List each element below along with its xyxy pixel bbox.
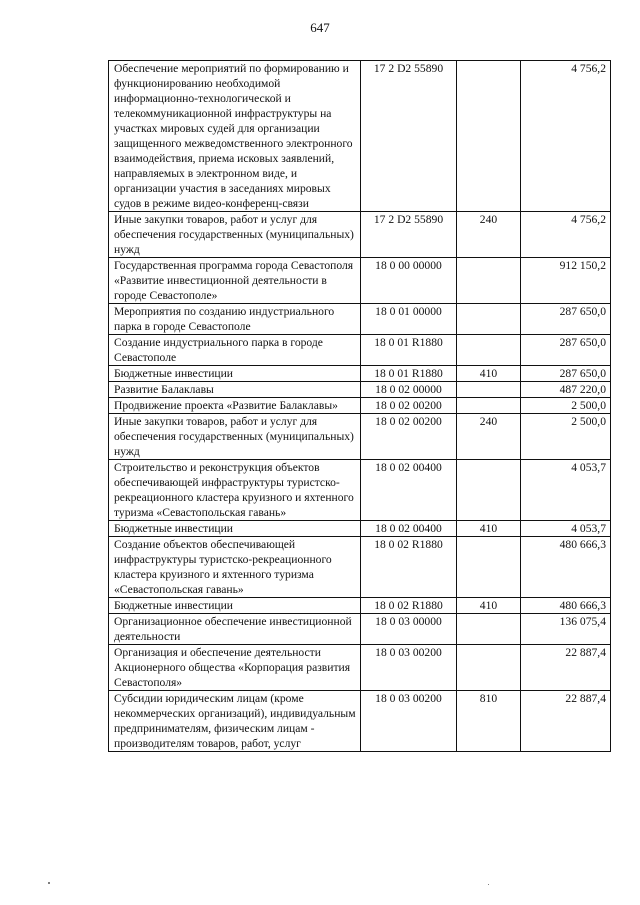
row-amount: 22 887,4 — [521, 645, 611, 691]
row-name: Иные закупки товаров, работ и услуг для обеспечения государственных (муниципальных) нужд — [109, 414, 361, 460]
row-target-code: 18 0 03 00200 — [361, 691, 457, 752]
row-name: Бюджетные инвестиции — [109, 598, 361, 614]
row-name: Продвижение проекта «Развитие Балаклавы» — [109, 398, 361, 414]
row-name: Развитие Балаклавы — [109, 382, 361, 398]
row-target-code: 18 0 02 00200 — [361, 414, 457, 460]
row-name: Создание индустриального парка в городе Севастополе — [109, 335, 361, 366]
table-row — [109, 537, 611, 598]
row-target-code: 18 0 02 00400 — [361, 460, 457, 521]
row-expense-type: 240 — [457, 414, 521, 460]
row-target-code: 18 0 02 R1880 — [361, 537, 457, 598]
row-name: Создание объектов обеспечивающей инфраструктуры туристско-рекреационного кластера круизного и яхтенного туризма «Севастопольская гавань» — [109, 537, 361, 598]
row-name: Организация и обеспечение деятельности Акционерного общества «Корпорация развития Севастополя» — [109, 645, 361, 691]
row-target-code: 18 0 01 R1880 — [361, 366, 457, 382]
scan-speck — [48, 882, 50, 884]
row-expense-type: 410 — [457, 521, 521, 537]
row-expense-type: 810 — [457, 691, 521, 752]
row-amount: 912 150,2 — [521, 258, 611, 304]
table-row — [109, 335, 611, 366]
row-expense-type — [457, 61, 521, 212]
table-row — [109, 398, 611, 414]
row-expense-type — [457, 614, 521, 645]
row-name: Строительство и реконструкция объектов обеспечивающей инфраструктуры туристско-рекреационного кластера круизного и яхтенного туризма «Севастопольская гавань» — [109, 460, 361, 521]
table-row — [109, 382, 611, 398]
scan-speck — [488, 884, 489, 885]
row-name: Бюджетные инвестиции — [109, 366, 361, 382]
row-expense-type — [457, 304, 521, 335]
row-expense-type: 240 — [457, 212, 521, 258]
row-amount: 287 650,0 — [521, 335, 611, 366]
row-amount: 287 650,0 — [521, 304, 611, 335]
row-name: Организационное обеспечение инвестиционной деятельности — [109, 614, 361, 645]
table-row — [109, 614, 611, 645]
row-amount: 4 053,7 — [521, 521, 611, 537]
row-amount: 22 887,4 — [521, 691, 611, 752]
table-row — [109, 460, 611, 521]
row-expense-type — [457, 645, 521, 691]
row-amount: 4 053,7 — [521, 460, 611, 521]
row-target-code: 18 0 03 00200 — [361, 645, 457, 691]
row-expense-type — [457, 382, 521, 398]
row-amount: 4 756,2 — [521, 212, 611, 258]
row-name: Обеспечение мероприятий по формированию и функционированию необходимой информационно-технологической и телекоммуникационной инфраструктуры на участках мировых судей для организации защищенного межведомственного электронного взаимодействия, приема исковых заявлений, направляемых в электронном виде, и организации участия в заседаниях мировых судов в режиме видео-конференц-связи — [109, 61, 361, 212]
table-row — [109, 212, 611, 258]
row-name: Иные закупки товаров, работ и услуг для обеспечения государственных (муниципальных) нужд — [109, 212, 361, 258]
row-amount: 2 500,0 — [521, 398, 611, 414]
row-expense-type — [457, 537, 521, 598]
row-target-code: 17 2 D2 55890 — [361, 212, 457, 258]
row-target-code: 18 0 02 00200 — [361, 398, 457, 414]
table-row — [109, 414, 611, 460]
row-name: Субсидии юридическим лицам (кроме некоммерческих организаций), индивидуальным предпринимателям, физическим лицам - производителям товаров, работ, услуг — [109, 691, 361, 752]
table-row — [109, 691, 611, 752]
row-target-code: 18 0 01 R1880 — [361, 335, 457, 366]
row-target-code: 18 0 03 00000 — [361, 614, 457, 645]
table-row — [109, 366, 611, 382]
row-target-code: 18 0 01 00000 — [361, 304, 457, 335]
row-target-code: 18 0 02 R1880 — [361, 598, 457, 614]
budget-table — [108, 60, 611, 752]
row-target-code: 18 0 02 00400 — [361, 521, 457, 537]
row-expense-type: 410 — [457, 598, 521, 614]
table-row — [109, 521, 611, 537]
table-row — [109, 61, 611, 212]
row-target-code: 18 0 02 00000 — [361, 382, 457, 398]
row-amount: 480 666,3 — [521, 537, 611, 598]
row-target-code: 17 2 D2 55890 — [361, 61, 457, 212]
row-name: Государственная программа города Севастополя «Развитие инвестиционной деятельности в городе Севастополе» — [109, 258, 361, 304]
row-expense-type: 410 — [457, 366, 521, 382]
row-amount: 4 756,2 — [521, 61, 611, 212]
table-row — [109, 304, 611, 335]
row-name: Бюджетные инвестиции — [109, 521, 361, 537]
table-row — [109, 645, 611, 691]
row-target-code: 18 0 00 00000 — [361, 258, 457, 304]
row-amount: 487 220,0 — [521, 382, 611, 398]
row-amount: 2 500,0 — [521, 414, 611, 460]
table-row — [109, 258, 611, 304]
row-amount: 287 650,0 — [521, 366, 611, 382]
table-body — [109, 61, 611, 752]
row-expense-type — [457, 460, 521, 521]
table-row — [109, 598, 611, 614]
row-expense-type — [457, 258, 521, 304]
page-number: 647 — [310, 20, 330, 35]
row-amount: 136 075,4 — [521, 614, 611, 645]
row-name: Мероприятия по созданию индустриального парка в городе Севастополе — [109, 304, 361, 335]
row-expense-type — [457, 398, 521, 414]
row-amount: 480 666,3 — [521, 598, 611, 614]
row-expense-type — [457, 335, 521, 366]
